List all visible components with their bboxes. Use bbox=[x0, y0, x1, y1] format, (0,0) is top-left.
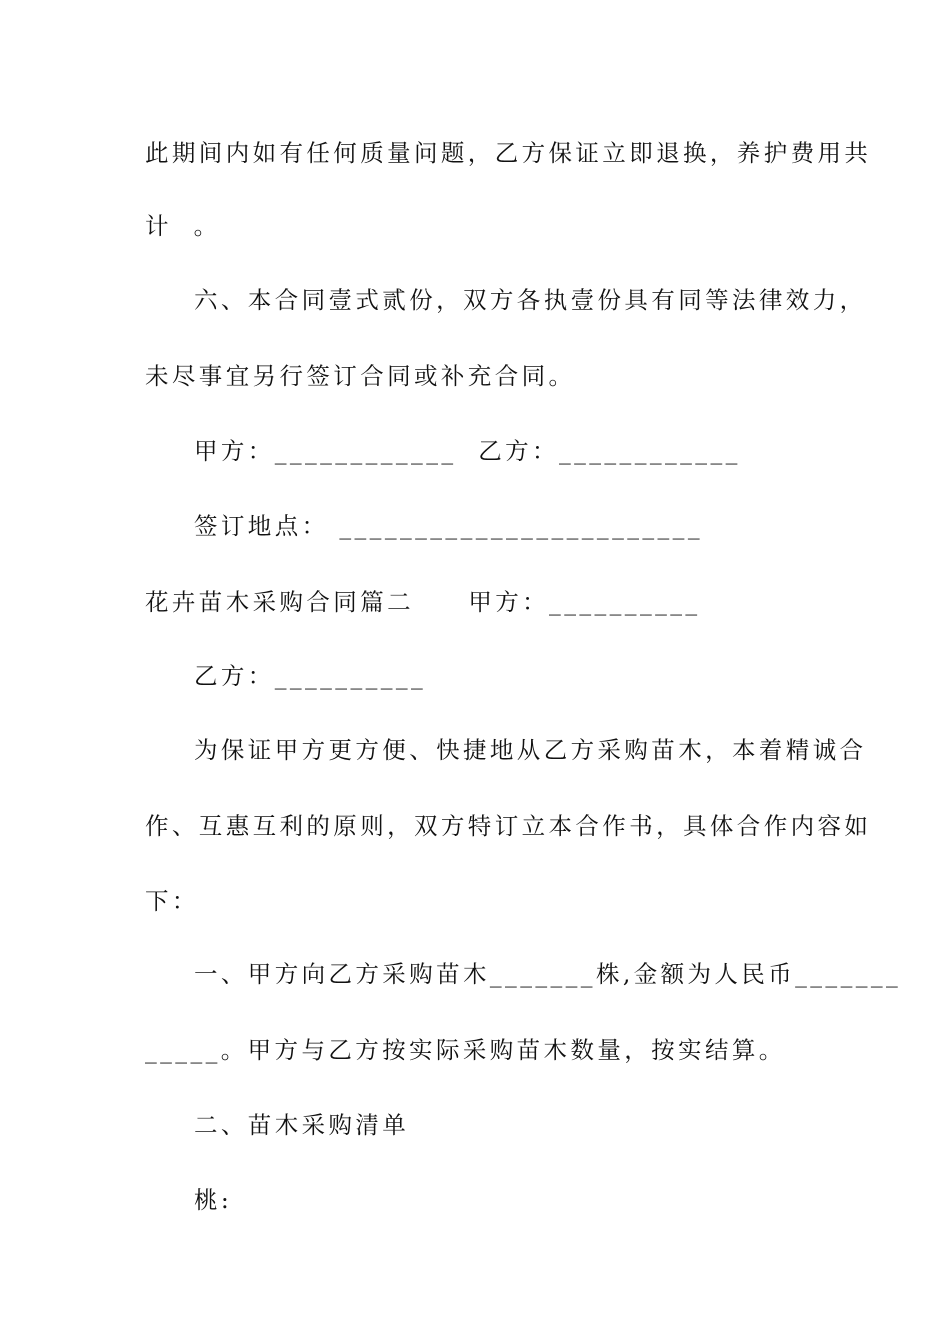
paragraph-line: 为保证甲方更方便、快捷地从乙方采购苗木，本着精诚合 bbox=[194, 736, 867, 764]
paragraph-line: 此期间内如有任何质量问题，乙方保证立即退换，养护费用共 bbox=[145, 139, 872, 167]
paragraph-line: 下： bbox=[145, 887, 199, 915]
signing-place-line: 签订地点： ________________________ bbox=[194, 512, 703, 540]
section-heading: 二、苗木采购清单 bbox=[194, 1111, 410, 1139]
list-item-label: 桃: bbox=[194, 1186, 233, 1214]
signature-line-parties: 甲方：____________ 乙方：____________ bbox=[194, 437, 741, 465]
section-title-line: 花卉苗木采购合同篇二 甲方：__________ bbox=[145, 588, 701, 616]
paragraph-line: 作、互惠互利的原则，双方特订立本合作书，具体合作内容如 bbox=[145, 812, 872, 840]
paragraph-line: 未尽事宜另行签订合同或补充合同。 bbox=[145, 362, 576, 390]
paragraph-line: _____。甲方与乙方按实际采购苗木数量，按实结算。 bbox=[145, 1036, 786, 1064]
party-b-line: 乙方：__________ bbox=[194, 662, 427, 690]
paragraph-line: 计 。 bbox=[145, 212, 221, 240]
paragraph-line: 一、甲方向乙方采购苗木_______株,金额为人民币_______ bbox=[194, 960, 902, 988]
paragraph-line: 六、本合同壹式贰份，双方各执壹份具有同等法律效力， bbox=[194, 286, 867, 314]
